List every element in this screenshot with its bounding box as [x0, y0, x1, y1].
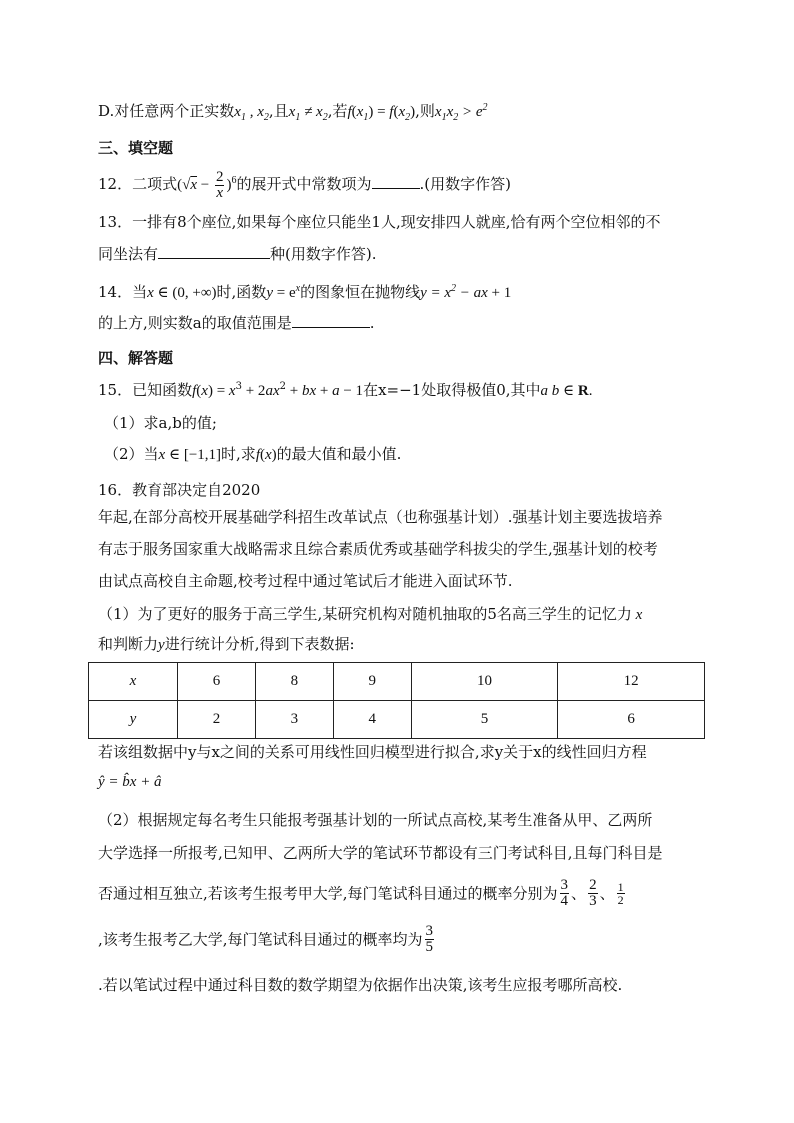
domain-expr: x [147, 285, 154, 301]
table-cell: 12 [558, 663, 705, 701]
table-cell: 6 [558, 701, 705, 739]
table-cell: 8 [255, 663, 333, 701]
var-x: x [631, 607, 643, 623]
table-cell: 2 [178, 701, 256, 739]
table-row [89, 701, 705, 739]
question-16-part2-line5: .若以笔试过程中通过科目数的数学期望为依据作出决策,该考生应报考哪所高校. [98, 976, 623, 994]
question-16-line1: 16．教育部决定自2020 [98, 481, 261, 499]
question-16-after-table: 若该组数据中y与x之间的关系可用线性回归模型进行拟合,求y关于x的线性回归方程 [98, 743, 647, 761]
prob-fraction-3: $\frac{1}{2}$ [617, 880, 624, 907]
section-title-fill-blank: 三、填空题 [98, 139, 174, 157]
table-cell: 10 [411, 663, 558, 701]
section-title-solution: 四、解答题 [98, 349, 174, 367]
parabola-expr: $y = x^2$ − ax [420, 283, 488, 301]
table-cell: 5 [411, 701, 558, 739]
exp-function: y [266, 285, 273, 301]
question-16-line3: 有志于服务国家重大战略需求且综合素质优秀或基础学科拔尖的学生,强基计划的校考 [98, 540, 658, 558]
prob-fraction-2: $\frac{2}{3}$ [589, 877, 597, 909]
fx-expr: f [255, 447, 260, 463]
question-16-part2-line3: 否通过相互独立,若该考生报考甲大学,每门笔试科目通过的概率分别为 $\frac{3}{4}$ 、 $\frac{2}{3}$ 、 $\frac{1}{2}$ [98, 877, 624, 909]
answer-blank-13[interactable] [158, 244, 270, 259]
table-cell: 6 [178, 663, 256, 701]
table-row [89, 663, 705, 701]
question-14-line1: 14．当x ∈ (0, +∞)时,函数$y = e^x$的图象恒在抛物线$y = x^2$ − ax + 1 [98, 283, 512, 301]
question-14-line2: 的上方,则实数a的取值范围是 . [98, 314, 375, 332]
table-cell-header: y [89, 701, 178, 739]
question-15-part2: （2）当x ∈ [−1,1]时,求f(x)的最大值和最小值. [104, 445, 402, 463]
question-16-part2-line4: ,该考生报考乙大学,每门笔试科目通过的概率均为 $\frac{3}{5}$ [98, 923, 434, 955]
option-d-math1: $x_1$ , $x_2$ [234, 104, 269, 123]
option-d-math2: $x_1 \ne x_2$ [288, 104, 328, 123]
question-13-line1: 13．一排有8个座位,如果每个座位只能坐1人,现安排四人就座,恰有两个空位相邻的不 [98, 213, 661, 231]
prob-fraction-b: $\frac{3}{5}$ [425, 923, 434, 955]
question-13-line2: 同坐法有 种(用数字作答). [98, 245, 377, 263]
option-d: D.对任意两个正实数$x_1$ , $x_2$,且$x_1 \ne x_2$,若$f(x_1) = f(x_2)$,则$x_1x_2 > e^2$ [98, 102, 488, 123]
regression-equation: ŷ = b̂x + â [98, 774, 162, 790]
table-cell: 3 [255, 701, 333, 739]
binomial-expression: (√x − $\frac{2}{x}$ )$^6$ [177, 169, 237, 201]
prob-fraction-1: $\frac{3}{4}$ [560, 877, 569, 909]
table-cell-header: x [89, 663, 178, 701]
question-16-line2: 年起,在部分高校开展基础学科招生改革试点（也称强基计划）.强基计划主要选拔培养 [98, 508, 663, 526]
question-15-part1: （1）求a,b的值; [104, 414, 217, 432]
function-f-expr: f [192, 383, 197, 399]
var-y: y [158, 637, 165, 653]
question-16-part2-line1: （2）根据规定每名考生只能报考强基计划的一所试点高校,某考生准备从甲、乙两所 [98, 811, 653, 829]
data-table [88, 662, 705, 739]
option-d-math3: f [347, 104, 352, 120]
question-16-part2-line2: 大学选择一所报考,已知甲、乙两所大学的笔试环节都设有三门考试科目,且每门科目是 [98, 844, 663, 862]
question-12: 12．二项式(√x − $\frac{2}{x}$ )$^6$的展开式中常数项为 .(用数字作答) [98, 169, 511, 201]
interval-expr: x [158, 447, 166, 463]
question-16-part1-line2: 和判断力y进行统计分析,得到下表数据: [98, 635, 355, 653]
answer-blank-14[interactable] [292, 313, 370, 328]
table-cell: 9 [333, 663, 411, 701]
question-15: 15．已知函数$f(x) = x^3 + 2ax^2$ + bx + a − 1在x=−1处取得极值0,其中a b ∈ R. [98, 381, 593, 399]
question-16-part1-line1: （1）为了更好的服务于高三学生,某研究机构对随机抽取的5名高三学生的记忆力 x [98, 605, 643, 623]
answer-blank-12[interactable] [372, 174, 420, 189]
question-16-line4: 由试点高校自主命题,校考过程中通过笔试后才能进入面试环节. [98, 572, 513, 590]
real-set-expr: a b [540, 383, 560, 399]
option-d-math4: $x_1x_2 > e^2$ [434, 102, 488, 123]
table-cell: 4 [333, 701, 411, 739]
